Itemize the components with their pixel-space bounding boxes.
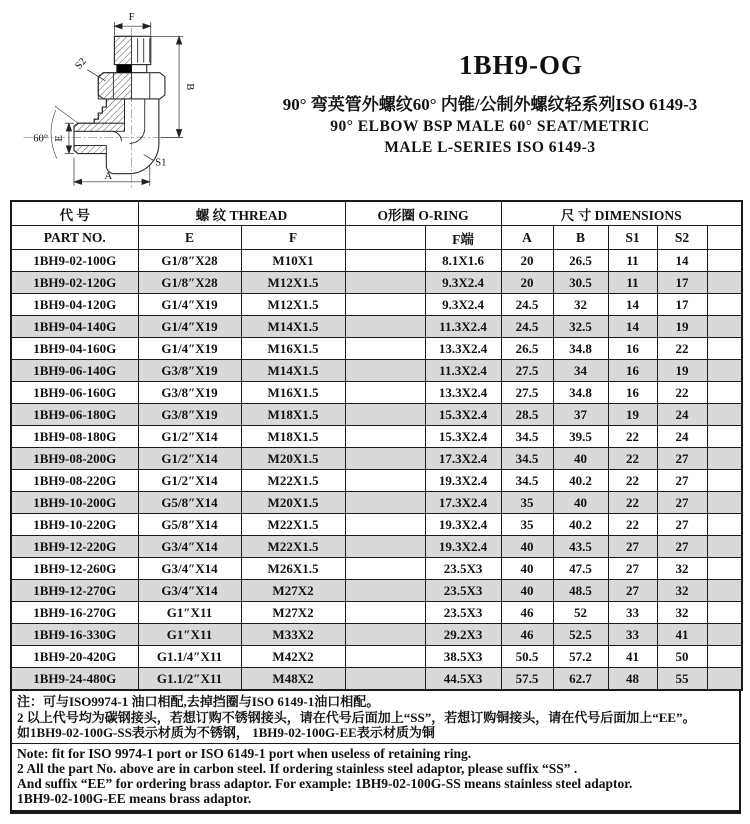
cell-oring-f-end: 23.5X3: [425, 602, 501, 624]
table-row: [11, 272, 742, 294]
column-header-dim-s2: S2: [657, 226, 707, 250]
cell-dim-s1: 27: [608, 580, 657, 602]
cell-spacer: [707, 646, 742, 668]
table-row: [11, 294, 742, 316]
cell-dim-s2: 17: [657, 294, 707, 316]
cell-oring-spacer: [345, 426, 425, 448]
cell-thread-f: M42X2: [241, 646, 345, 668]
cell-dim-s1: 22: [608, 426, 657, 448]
cell-thread-e: G1/8″X28: [138, 272, 241, 294]
cell-thread-e: G3/8″X19: [138, 382, 241, 404]
cell-dim-s1: 22: [608, 492, 657, 514]
cell-part-no: 1BH9-08-220G: [11, 470, 138, 492]
table-row: [11, 514, 742, 536]
cell-part-no: 1BH9-12-260G: [11, 558, 138, 580]
note-line-en: 2 All the part No. above are in carbon steel. If ordering stainless steel adaptor, please suffix “SS” .: [17, 760, 578, 776]
table-row: [11, 536, 742, 558]
hatch-port-top-wall: [74, 123, 125, 131]
group-header-row: [11, 201, 742, 226]
cell-dim-b: 52.5: [553, 624, 608, 646]
cell-oring-spacer: [345, 558, 425, 580]
cell-oring-f-end: 15.3X2.4: [425, 404, 501, 426]
cell-dim-s2: 27: [657, 470, 707, 492]
cell-thread-e: G1/2″X14: [138, 470, 241, 492]
cell-dim-s1: 11: [608, 272, 657, 294]
cell-dim-s2: 50: [657, 646, 707, 668]
hatch-port-bottom-wall: [74, 145, 106, 153]
cell-oring-f-end: 38.5X3: [425, 646, 501, 668]
cell-oring-f-end: 44.5X3: [425, 668, 501, 691]
cell-oring-spacer: [345, 404, 425, 426]
cell-dim-s2: 32: [657, 580, 707, 602]
cell-dim-s1: 22: [608, 470, 657, 492]
cell-spacer: [707, 668, 742, 691]
cell-dim-a: 35: [501, 514, 553, 536]
cell-dim-s1: 27: [608, 558, 657, 580]
cell-oring-f-end: 11.3X2.4: [425, 316, 501, 338]
cell-oring-spacer: [345, 448, 425, 470]
cell-thread-e: G1/4″X19: [138, 316, 241, 338]
cell-oring-spacer: [345, 580, 425, 602]
cell-oring-spacer: [345, 668, 425, 691]
notes-box: [10, 691, 741, 814]
cell-thread-e: G1″X11: [138, 602, 241, 624]
angle-ext-line: [55, 106, 78, 123]
cell-dim-s1: 41: [608, 646, 657, 668]
table-row: [11, 492, 742, 514]
column-header-spacer: [707, 226, 742, 250]
cell-part-no: 1BH9-04-140G: [11, 316, 138, 338]
table-row: [11, 646, 742, 668]
cell-dim-b: 40: [553, 492, 608, 514]
table-row: [11, 250, 742, 272]
cell-dim-s2: 27: [657, 514, 707, 536]
cell-dim-b: 40.2: [553, 514, 608, 536]
cell-dim-a: 57.5: [501, 668, 553, 691]
note-line-cn: 注：可与ISO9974-1 油口相配,去掉挡圈与ISO 6149-1油口相配。: [17, 694, 380, 709]
cell-thread-f: M26X1.5: [241, 558, 345, 580]
note-line-en: Note: fit for ISO 9974-1 port or ISO 6149-1 port when useless of retaining ring.: [17, 745, 472, 761]
cell-dim-s1: 22: [608, 514, 657, 536]
table-header: [11, 201, 742, 250]
cell-thread-e: G3/4″X14: [138, 580, 241, 602]
cell-spacer: [707, 470, 742, 492]
sub-header-row: [11, 226, 742, 250]
cell-dim-s2: 19: [657, 360, 707, 382]
cell-thread-f: M20X1.5: [241, 448, 345, 470]
column-header-spacer: [345, 226, 425, 250]
cell-dim-a: 50.5: [501, 646, 553, 668]
hatch-stud-left: [114, 36, 131, 64]
cell-oring-f-end: 23.5X3: [425, 558, 501, 580]
cell-part-no: 1BH9-12-270G: [11, 580, 138, 602]
cell-oring-spacer: [345, 470, 425, 492]
cell-dim-a: 40: [501, 580, 553, 602]
cell-dim-s2: 27: [657, 492, 707, 514]
cell-part-no: 1BH9-16-330G: [11, 624, 138, 646]
dim-label-b: B: [184, 83, 196, 91]
cell-spacer: [707, 536, 742, 558]
subtitle-english-line2: MALE L-SERIES ISO 6149-3: [384, 139, 596, 156]
cell-dim-b: 52: [553, 602, 608, 624]
note-line-cn: 如1BH9-02-100G-SS表示材质为不锈钢， 1BH9-02-100G-EE表示材质为铜: [17, 725, 435, 740]
table-row: [11, 602, 742, 624]
column-header-dim-s1: S1: [608, 226, 657, 250]
cell-oring-spacer: [345, 382, 425, 404]
cell-spacer: [707, 448, 742, 470]
cell-thread-e: G1/2″X14: [138, 426, 241, 448]
cell-thread-e: G3/8″X19: [138, 404, 241, 426]
cell-dim-s1: 11: [608, 250, 657, 272]
cell-oring-f-end: 15.3X2.4: [425, 426, 501, 448]
cell-part-no: 1BH9-12-220G: [11, 536, 138, 558]
table-row: [11, 558, 742, 580]
cell-oring-spacer: [345, 338, 425, 360]
cell-thread-f: M12X1.5: [241, 294, 345, 316]
cell-thread-f: M22X1.5: [241, 536, 345, 558]
cell-dim-s2: 32: [657, 558, 707, 580]
cell-thread-f: M18X1.5: [241, 426, 345, 448]
cell-thread-f: M12X1.5: [241, 272, 345, 294]
cell-dim-a: 34.5: [501, 448, 553, 470]
cell-dim-b: 37: [553, 404, 608, 426]
cell-oring-f-end: 9.3X2.4: [425, 272, 501, 294]
cell-dim-b: 34.8: [553, 382, 608, 404]
cell-dim-s1: 27: [608, 536, 657, 558]
cell-thread-f: M14X1.5: [241, 360, 345, 382]
cell-spacer: [707, 580, 742, 602]
page-title: 1BH9-OG: [458, 50, 583, 80]
cell-thread-f: M16X1.5: [241, 382, 345, 404]
cell-spacer: [707, 602, 742, 624]
cell-spacer: [707, 492, 742, 514]
cell-dim-s2: 14: [657, 250, 707, 272]
column-header-thread-f: F: [241, 226, 345, 250]
notes-cn: [12, 691, 739, 744]
cell-dim-s1: 14: [608, 316, 657, 338]
cell-part-no: 1BH9-04-120G: [11, 294, 138, 316]
cell-spacer: [707, 404, 742, 426]
cell-thread-f: M33X2: [241, 624, 345, 646]
hatch-nut-left: [98, 73, 131, 99]
cell-dim-b: 26.5: [553, 250, 608, 272]
dim-label-s2: S2: [73, 56, 89, 72]
table-row: [11, 668, 742, 691]
dim-label-e: E: [53, 135, 65, 142]
cell-dim-s2: 19: [657, 316, 707, 338]
cell-thread-e: G1/4″X19: [138, 338, 241, 360]
cell-oring-f-end: 13.3X2.4: [425, 382, 501, 404]
cell-thread-e: G5/8″X14: [138, 514, 241, 536]
cell-spacer: [707, 558, 742, 580]
dim-label-f: F: [128, 12, 135, 24]
table-row: [11, 580, 742, 602]
cell-spacer: [707, 294, 742, 316]
cell-dim-a: 46: [501, 602, 553, 624]
cell-dim-a: 46: [501, 624, 553, 646]
cell-dim-a: 26.5: [501, 338, 553, 360]
cell-oring-spacer: [345, 646, 425, 668]
cell-oring-spacer: [345, 624, 425, 646]
title-block: [238, 50, 742, 157]
cell-dim-s2: 32: [657, 602, 707, 624]
cell-dim-s1: 16: [608, 382, 657, 404]
cell-dim-a: 40: [501, 536, 553, 558]
column-group-header: 代 号: [11, 201, 138, 226]
cell-oring-spacer: [345, 536, 425, 558]
cell-dim-a: 24.5: [501, 316, 553, 338]
cell-thread-f: M27X2: [241, 602, 345, 624]
subtitle-chinese: 90° 弯英管外螺纹60° 内锥/公制外螺纹轻系列ISO 6149-3: [282, 95, 698, 114]
table-row: [11, 360, 742, 382]
column-group-header: O形圈 O-RING: [345, 201, 501, 226]
cell-oring-f-end: 19.3X2.4: [425, 514, 501, 536]
cell-dim-b: 40.2: [553, 470, 608, 492]
spec-table: [10, 200, 743, 691]
cell-thread-f: M10X1: [241, 250, 345, 272]
cell-part-no: 1BH9-06-160G: [11, 382, 138, 404]
hatch-body-left: [94, 99, 124, 123]
cell-dim-a: 28.5: [501, 404, 553, 426]
cell-dim-b: 39.5: [553, 426, 608, 448]
cell-dim-s2: 24: [657, 426, 707, 448]
table-row: [11, 316, 742, 338]
cell-dim-a: 40: [501, 558, 553, 580]
cell-dim-a: 35: [501, 492, 553, 514]
cell-dim-s1: 22: [608, 448, 657, 470]
cell-dim-s2: 27: [657, 448, 707, 470]
cell-oring-spacer: [345, 602, 425, 624]
cell-oring-spacer: [345, 360, 425, 382]
cell-spacer: [707, 316, 742, 338]
cell-dim-a: 20: [501, 272, 553, 294]
notes-en: [12, 744, 739, 810]
cell-oring-spacer: [345, 492, 425, 514]
cell-dim-b: 32.5: [553, 316, 608, 338]
note-line-cn: 2 以上代号均为碳钢接头，若想订购不锈钢接头，请在代号后面加上“SS”，若想订购铜接头，请在代号后面加上“EE”。: [17, 709, 696, 725]
cell-dim-a: 20: [501, 250, 553, 272]
cell-dim-a: 24.5: [501, 294, 553, 316]
cell-dim-s1: 16: [608, 338, 657, 360]
table-row: [11, 624, 742, 646]
cell-oring-f-end: 9.3X2.4: [425, 294, 501, 316]
column-header-dim-a: A: [501, 226, 553, 250]
cell-dim-s2: 24: [657, 404, 707, 426]
cell-oring-f-end: 11.3X2.4: [425, 360, 501, 382]
cell-part-no: 1BH9-08-200G: [11, 448, 138, 470]
table-body: [11, 250, 742, 691]
cell-spacer: [707, 426, 742, 448]
cell-oring-f-end: 13.3X2.4: [425, 338, 501, 360]
cell-dim-s1: 19: [608, 404, 657, 426]
cell-part-no: 1BH9-20-420G: [11, 646, 138, 668]
cell-dim-b: 32: [553, 294, 608, 316]
cell-dim-a: 34.5: [501, 470, 553, 492]
cell-oring-f-end: 17.3X2.4: [425, 448, 501, 470]
table-row: [11, 470, 742, 492]
subtitle-english-line1: 90° ELBOW BSP MALE 60° SEAT/METRIC: [330, 118, 650, 135]
cell-oring-f-end: 29.2X3: [425, 624, 501, 646]
cell-part-no: 1BH9-24-480G: [11, 668, 138, 691]
cell-dim-b: 40: [553, 448, 608, 470]
cell-dim-s2: 22: [657, 338, 707, 360]
column-group-header: 螺 纹 THREAD: [138, 201, 345, 226]
cell-thread-f: M20X1.5: [241, 492, 345, 514]
cell-part-no: 1BH9-10-200G: [11, 492, 138, 514]
cell-part-no: 1BH9-10-220G: [11, 514, 138, 536]
cell-spacer: [707, 514, 742, 536]
cell-thread-f: M22X1.5: [241, 470, 345, 492]
cell-spacer: [707, 250, 742, 272]
table-row: [11, 338, 742, 360]
cell-dim-s2: 22: [657, 382, 707, 404]
cell-oring-f-end: 8.1X1.6: [425, 250, 501, 272]
cell-dim-a: 34.5: [501, 426, 553, 448]
cell-thread-e: G3/8″X19: [138, 360, 241, 382]
cell-thread-e: G1.1/2″X11: [138, 668, 241, 691]
cell-thread-f: M18X1.5: [241, 404, 345, 426]
cell-dim-s1: 33: [608, 602, 657, 624]
table-row: [11, 404, 742, 426]
cell-part-no: 1BH9-02-120G: [11, 272, 138, 294]
cell-thread-e: G1/2″X14: [138, 448, 241, 470]
cell-oring-spacer: [345, 250, 425, 272]
cell-dim-s1: 14: [608, 294, 657, 316]
cell-thread-f: M48X2: [241, 668, 345, 691]
table-row: [11, 426, 742, 448]
column-group-header: 尺 寸 DIMENSIONS: [501, 201, 742, 226]
cell-dim-s1: 16: [608, 360, 657, 382]
cell-dim-s1: 33: [608, 624, 657, 646]
cell-spacer: [707, 272, 742, 294]
cell-thread-e: G5/8″X14: [138, 492, 241, 514]
cell-dim-s1: 48: [608, 668, 657, 691]
column-header-oring-f-end: F端: [425, 226, 501, 250]
cell-thread-e: G3/4″X14: [138, 558, 241, 580]
cell-part-no: 1BH9-16-270G: [11, 602, 138, 624]
table-row: [11, 448, 742, 470]
cell-oring-f-end: 19.3X2.4: [425, 470, 501, 492]
column-header-part-no: PART NO.: [11, 226, 138, 250]
technical-drawing: [8, 6, 238, 200]
cell-oring-f-end: 19.3X2.4: [425, 536, 501, 558]
cell-oring-f-end: 17.3X2.4: [425, 492, 501, 514]
cell-thread-f: M27X2: [241, 580, 345, 602]
cell-dim-b: 48.5: [553, 580, 608, 602]
cell-spacer: [707, 360, 742, 382]
cell-dim-b: 62.7: [553, 668, 608, 691]
column-header-thread-e: E: [138, 226, 241, 250]
cell-thread-e: G3/4″X14: [138, 536, 241, 558]
cell-oring-spacer: [345, 514, 425, 536]
note-line-en: 1BH9-02-100G-EE means brass adaptor.: [17, 790, 252, 806]
note-line-en: And suffix “EE” for ordering brass adaptor. For example: 1BH9-02-100G-SS means stainless steel adaptor.: [17, 775, 633, 791]
cell-thread-e: G1/4″X19: [138, 294, 241, 316]
column-header-dim-b: B: [553, 226, 608, 250]
cell-dim-s2: 17: [657, 272, 707, 294]
cell-dim-b: 34.8: [553, 338, 608, 360]
cell-oring-spacer: [345, 316, 425, 338]
spec-sheet: [10, 200, 741, 814]
cell-dim-s2: 55: [657, 668, 707, 691]
cell-thread-e: G1/8″X28: [138, 250, 241, 272]
cell-spacer: [707, 624, 742, 646]
cell-spacer: [707, 338, 742, 360]
cell-oring-f-end: 23.5X3: [425, 580, 501, 602]
dim-label-angle: 60°: [33, 133, 49, 145]
dim-label-a: A: [104, 170, 113, 182]
dim-label-s1: S1: [155, 157, 167, 169]
cell-thread-f: M14X1.5: [241, 316, 345, 338]
cell-dim-s2: 27: [657, 536, 707, 558]
cell-oring-spacer: [345, 294, 425, 316]
cell-dim-b: 43.5: [553, 536, 608, 558]
cell-part-no: 1BH9-06-140G: [11, 360, 138, 382]
cell-thread-e: G1.1/4″X11: [138, 646, 241, 668]
cell-thread-f: M22X1.5: [241, 514, 345, 536]
cell-thread-f: M16X1.5: [241, 338, 345, 360]
cell-dim-a: 27.5: [501, 360, 553, 382]
cell-oring-spacer: [345, 272, 425, 294]
cell-part-no: 1BH9-02-100G: [11, 250, 138, 272]
cell-dim-b: 30.5: [553, 272, 608, 294]
cell-spacer: [707, 382, 742, 404]
cell-dim-a: 27.5: [501, 382, 553, 404]
cell-thread-e: G1″X11: [138, 624, 241, 646]
cell-part-no: 1BH9-08-180G: [11, 426, 138, 448]
table-row: [11, 382, 742, 404]
cell-dim-b: 47.5: [553, 558, 608, 580]
cell-part-no: 1BH9-06-180G: [11, 404, 138, 426]
cell-dim-s2: 41: [657, 624, 707, 646]
cell-part-no: 1BH9-04-160G: [11, 338, 138, 360]
cell-dim-b: 57.2: [553, 646, 608, 668]
angle-arc: [51, 110, 57, 159]
o-ring: [116, 65, 131, 73]
cell-dim-b: 34: [553, 360, 608, 382]
